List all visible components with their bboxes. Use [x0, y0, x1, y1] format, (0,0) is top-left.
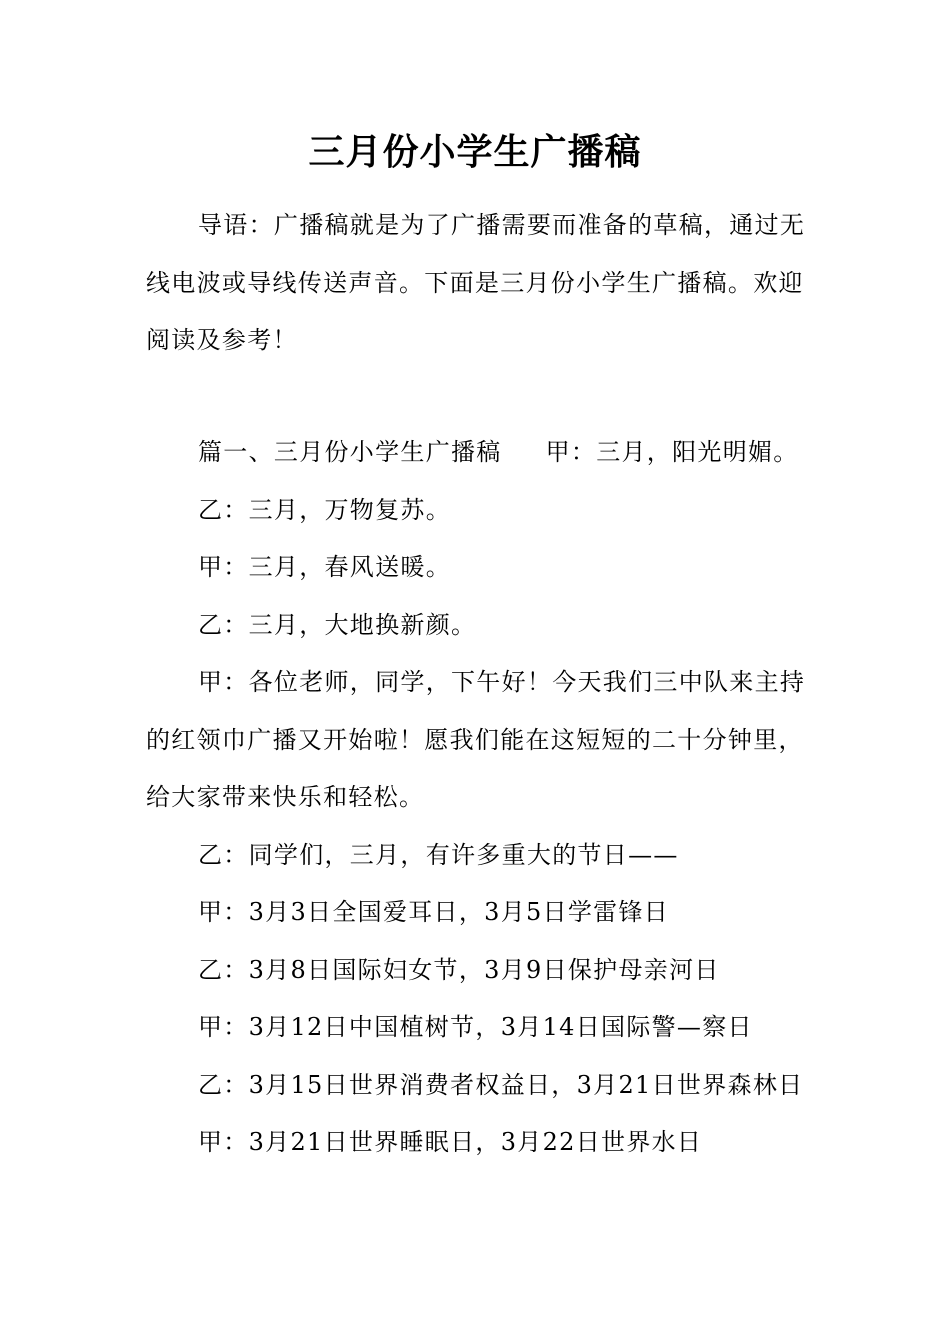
script-paragraph: 甲：3月12日中国植树节，3月14日国际警—察日 [198, 1013, 753, 1041]
broadcast-script [146, 424, 814, 1172]
script-paragraph: 甲：各位老师，同学，下午好！今天我们三中队来主持的红领巾广播又开始啦！愿我们能在这短短的二十分钟里，给大家带来快乐和轻松。 [146, 668, 806, 811]
script-paragraph: 乙：3月15日世界消费者权益日，3月21日世界森林日 [198, 1070, 804, 1099]
script-paragraph: 甲：3月3日全国爱耳日，3月5日学雷锋日 [198, 898, 670, 926]
section-heading: 篇一、三月份小学生广播稿 [198, 438, 502, 466]
script-paragraph: 乙：三月，大地换新颜。 [198, 610, 477, 639]
script-paragraph: 甲：3月21日世界睡眠日，3月22日世界水日 [198, 1128, 703, 1156]
intro-paragraph: 导语：广播稿就是为了广播需要而准备的草稿，通过无线电波或导线传送声音。下面是三月份小学生广播稿。欢迎阅读及参考！ [146, 211, 806, 354]
section-first-line: 甲：三月，阳光明媚。 [545, 438, 799, 466]
document-title: 三月份小学生广播稿 [308, 131, 642, 173]
script-paragraph: 乙：3月8日国际妇女节，3月9日保护母亲河日 [198, 955, 720, 984]
intro-block [146, 197, 814, 370]
script-paragraph: 乙：三月，万物复苏。 [198, 495, 451, 524]
script-paragraph: 乙：同学们，三月，有许多重大的节日—— [198, 840, 679, 869]
section-heading-line [146, 424, 814, 482]
script-paragraph: 甲：三月，春风送暖。 [198, 553, 451, 581]
